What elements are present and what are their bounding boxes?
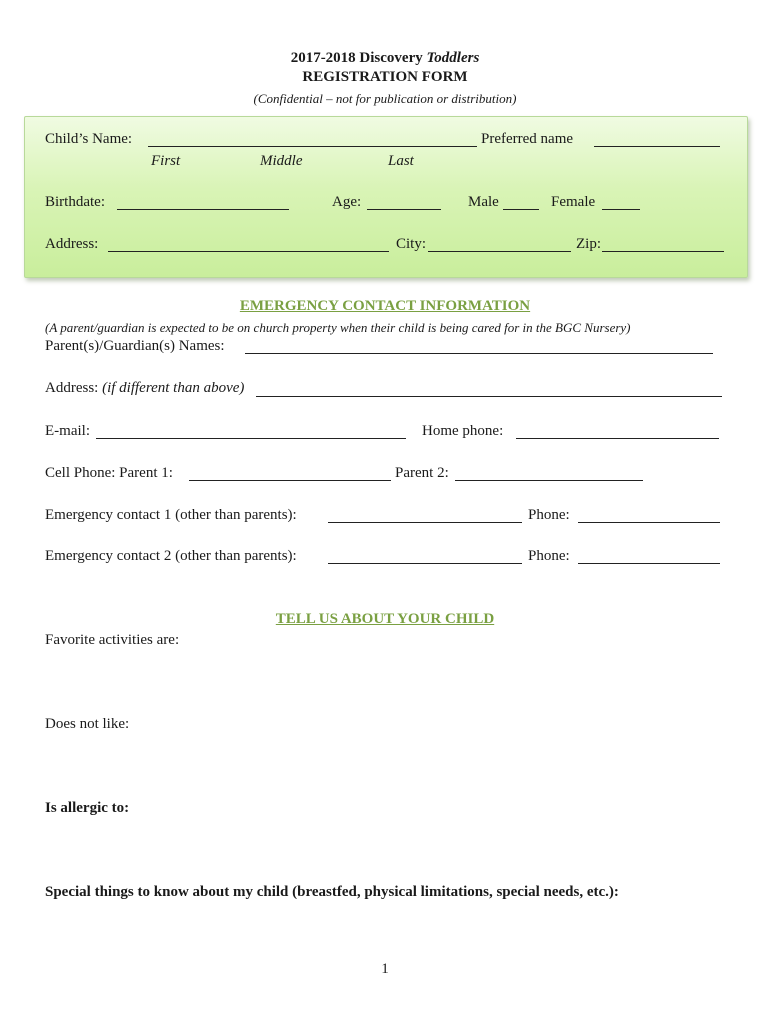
cell-phone-parent2-field[interactable] xyxy=(455,480,643,481)
cell-phone-parent2-label: Parent 2: xyxy=(395,465,449,481)
title-prefix: 2017-2018 Discovery xyxy=(290,50,427,66)
last-name-caption: Last xyxy=(388,153,414,169)
birthdate-label: Birthdate: xyxy=(45,194,105,210)
home-phone-field[interactable] xyxy=(516,438,719,439)
middle-name-caption: Middle xyxy=(260,153,303,169)
special-needs-label: Special things to know about my child (breastfed, physical limitations, special needs, etc.): xyxy=(45,884,619,900)
first-name-caption: First xyxy=(151,153,181,169)
zip-field[interactable] xyxy=(602,251,724,252)
email-label: E-mail: xyxy=(45,423,90,439)
city-field[interactable] xyxy=(428,251,571,252)
confidential-note: (Confidential – not for publication or distribution) xyxy=(253,91,517,106)
emergency-contact1-phone-label: Phone: xyxy=(528,507,570,523)
female-label: Female xyxy=(551,194,596,210)
form-subtitle-title: REGISTRATION FORM xyxy=(302,69,468,85)
child-name-field[interactable] xyxy=(148,146,477,147)
emergency-contact2-phone-field[interactable] xyxy=(578,563,720,564)
emergency-section-heading: EMERGENCY CONTACT INFORMATION xyxy=(239,298,531,314)
emergency-contact2-label: Emergency contact 2 (other than parents): xyxy=(45,548,297,564)
child-name-label: Child’s Name: xyxy=(45,131,133,147)
parent-address-label: Address: xyxy=(45,380,103,396)
parent-presence-note: (A parent/guardian is expected to be on church property when their child is being cared for in the BGC Nursery) xyxy=(45,320,631,335)
child-address-label: Address: xyxy=(45,236,99,252)
parents-names-label: Parent(s)/Guardian(s) Names: xyxy=(45,338,225,354)
title-emphasis: Toddlers xyxy=(426,50,480,66)
home-phone-label: Home phone: xyxy=(422,423,504,439)
zip-label: Zip: xyxy=(576,236,601,252)
about-child-heading: TELL US ABOUT YOUR CHILD xyxy=(275,611,495,627)
allergies-label: Is allergic to: xyxy=(45,800,130,816)
male-field[interactable] xyxy=(503,209,539,210)
city-label: City: xyxy=(396,236,427,252)
form-title xyxy=(0,50,770,67)
age-field[interactable] xyxy=(367,209,441,210)
female-field[interactable] xyxy=(602,209,640,210)
parent-address-note: (if different than above) xyxy=(102,380,245,396)
cell-phone-parent1-field[interactable] xyxy=(189,480,391,481)
cell-phone-parent1-label: Cell Phone: Parent 1: xyxy=(45,465,173,481)
male-label: Male xyxy=(468,194,499,210)
preferred-name-label: Preferred name xyxy=(481,131,574,147)
email-field[interactable] xyxy=(96,438,406,439)
age-label: Age: xyxy=(332,194,362,210)
preferred-name-field[interactable] xyxy=(594,146,720,147)
favorite-activities-label: Favorite activities are: xyxy=(45,632,180,648)
parent-address-label-group xyxy=(45,380,244,397)
emergency-contact2-phone-label: Phone: xyxy=(528,548,570,564)
birthdate-field[interactable] xyxy=(117,209,289,210)
dislikes-label: Does not like: xyxy=(45,716,130,732)
child-info-box xyxy=(24,116,748,278)
emergency-contact1-phone-field[interactable] xyxy=(578,522,720,523)
child-address-field[interactable] xyxy=(108,251,389,252)
page-number: 1 xyxy=(381,961,389,977)
emergency-contact1-label: Emergency contact 1 (other than parents): xyxy=(45,507,297,523)
parent-address-field[interactable] xyxy=(256,396,722,397)
emergency-contact1-field[interactable] xyxy=(328,522,522,523)
emergency-contact2-field[interactable] xyxy=(328,563,522,564)
parents-names-field[interactable] xyxy=(245,353,713,354)
